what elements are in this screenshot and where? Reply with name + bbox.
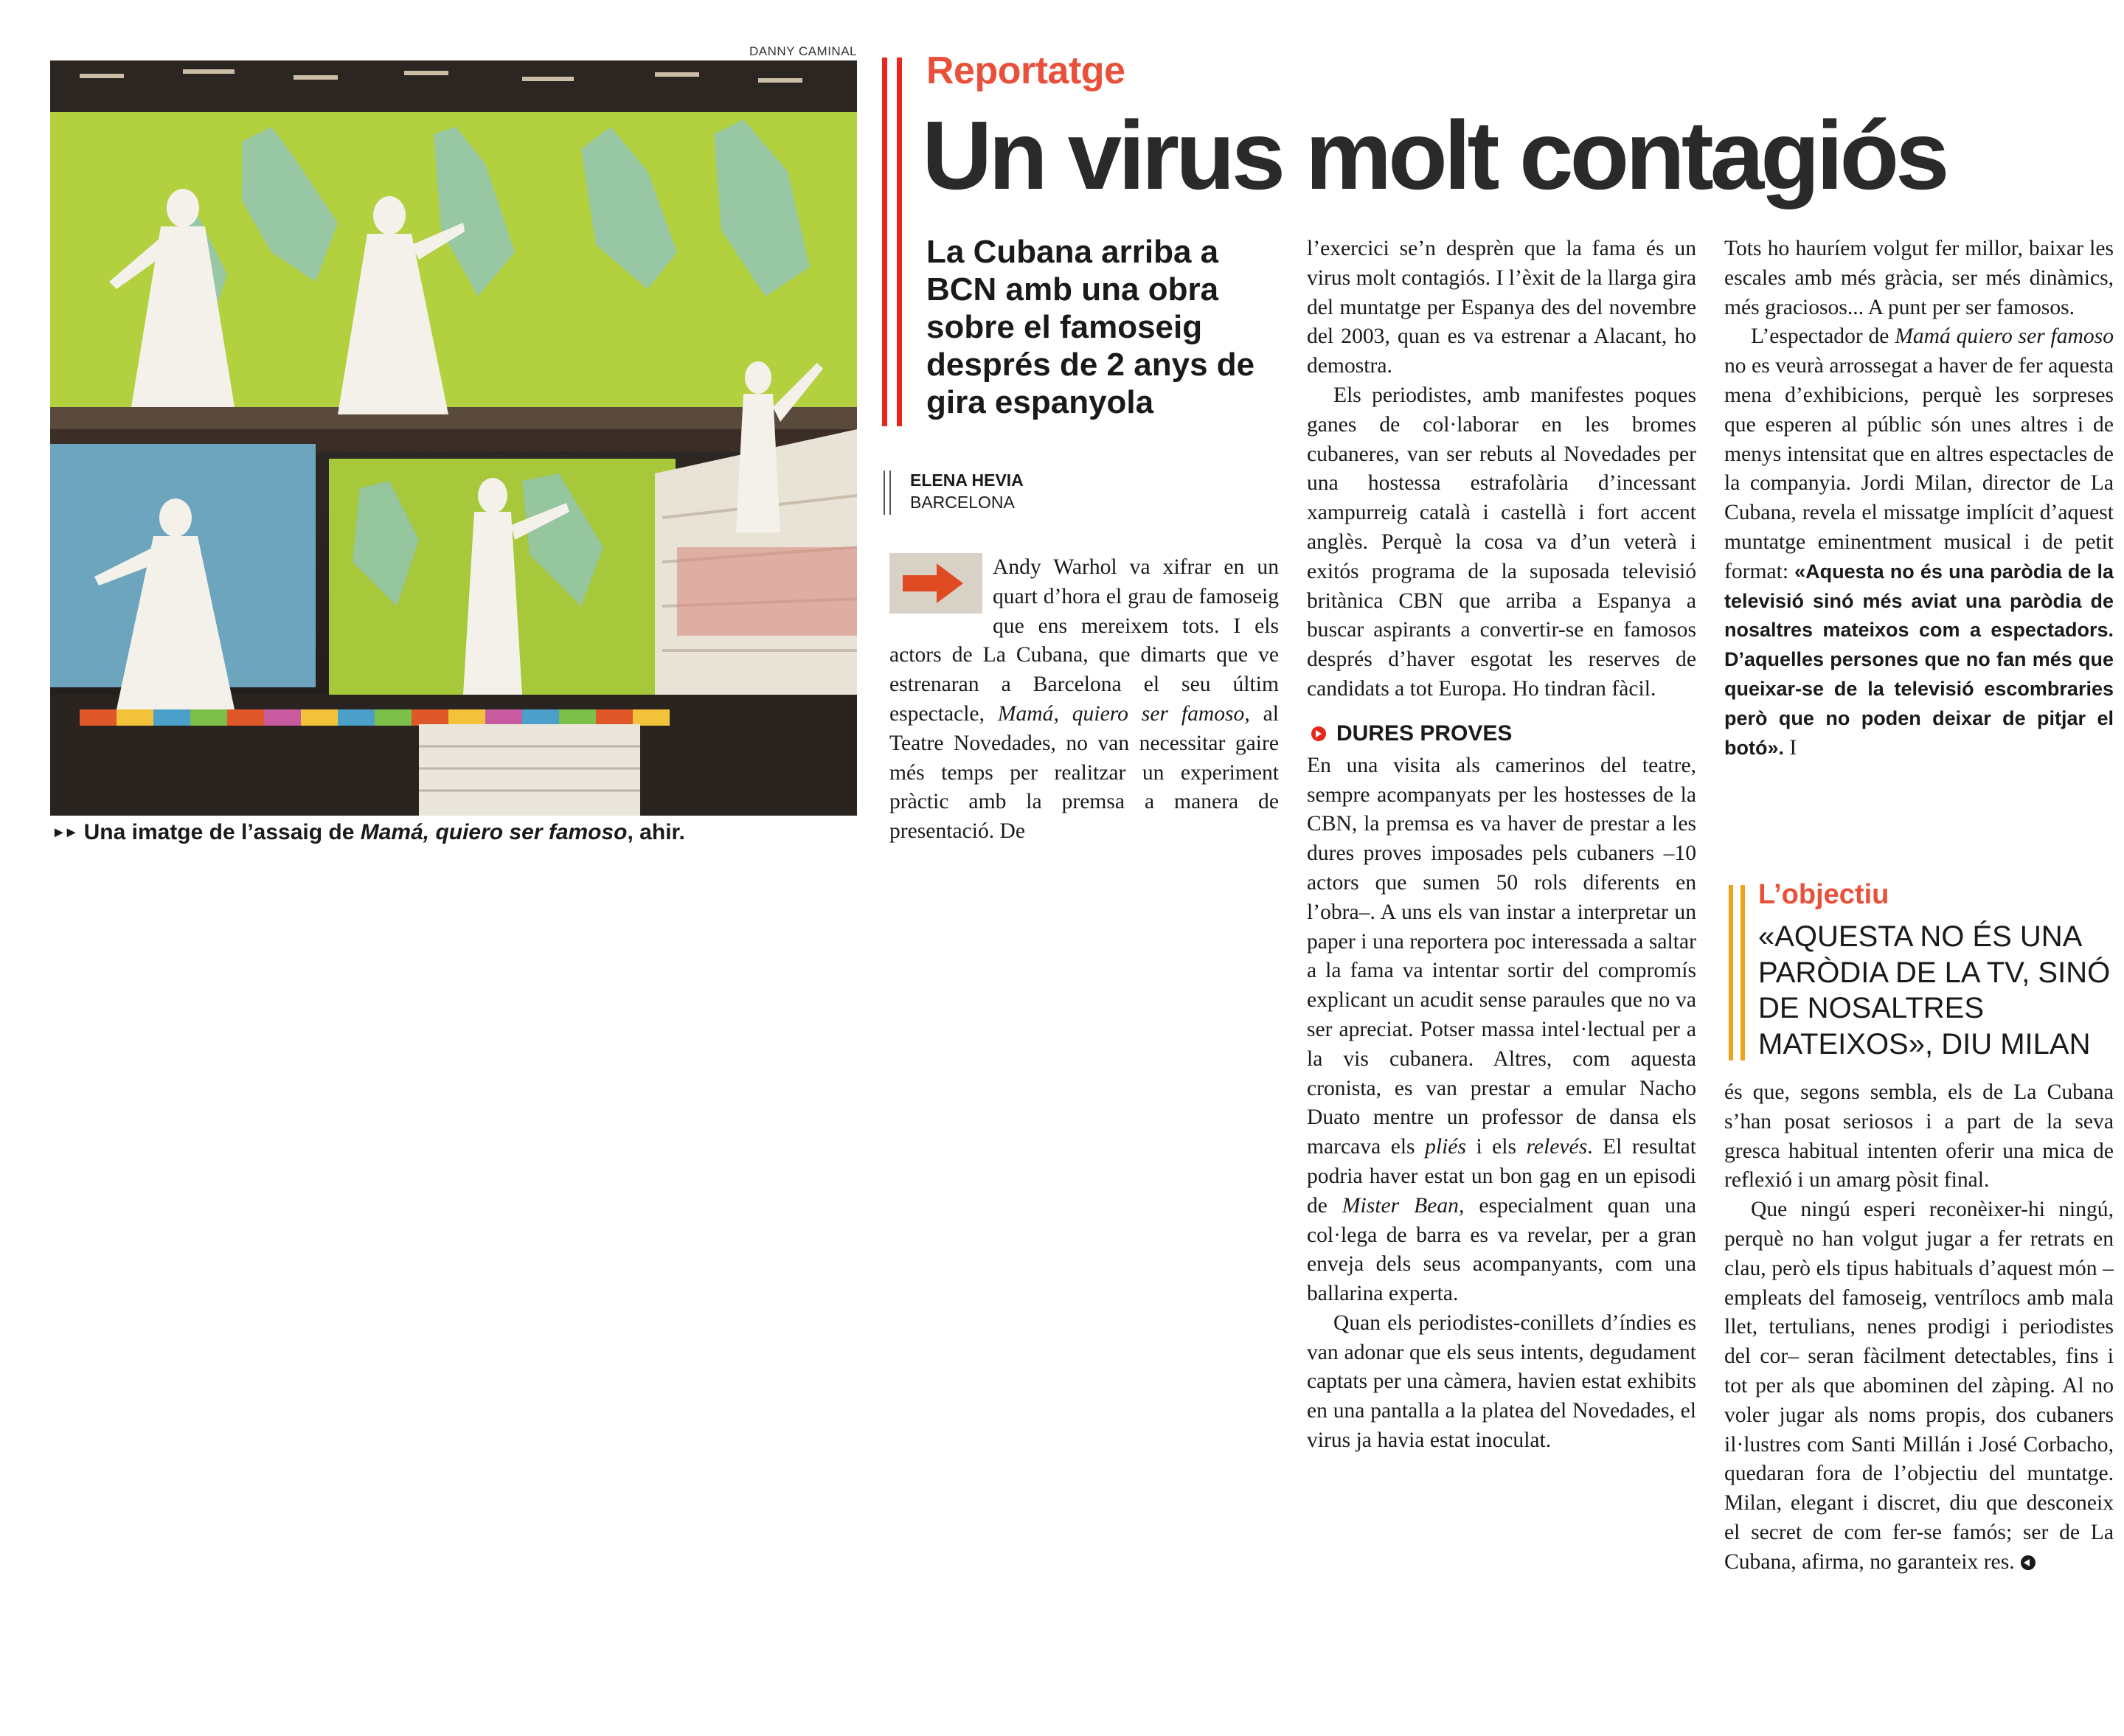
section-bullet-icon bbox=[1311, 726, 1326, 741]
paragraph: Tots ho hauríem volgut fer millor, baixar les escales amb més gràcia, ser més dinàmics, més graciosos... A punt per ser famosos. bbox=[1724, 237, 2114, 319]
pull-quote-bars bbox=[1729, 885, 1751, 1060]
headline: Un virus molt contagiós bbox=[922, 101, 1946, 209]
caption-arrows-icon: ►► bbox=[52, 824, 77, 841]
author-location: BARCELONA bbox=[910, 493, 1015, 512]
paragraph: Quan els periodistes-conillets d’índies es van adonar que els seus intents, degudament captats per una càmera, havien estat exhibits en una pantalla a la platea del Novedades, el virus ja havia estat inoculat. bbox=[1307, 1310, 1696, 1453]
section-heading: DURES PROVES bbox=[1307, 719, 1696, 749]
header-accent-bars bbox=[882, 58, 906, 426]
paragraph: En una visita als camerinos del teatre, sempre acompanyats per les hostesses de la CBN, la premsa es va haver de prestar a les dures proves imposades pels cubaners –10 actors que sumen 50 rols diferents en l’obra–. A uns els van instar a interpretar un paper i una reportera poc interessada a saltar a la fama va intentar sortir del compromís explicant un acudit sense paraules que no va ser apreciat. Potser massa intel·lectual per a la vis cubanera. Altres, com aquesta cronista, es van prestar a emular Nacho Duato mentre un professor de dansa els marcava els pliés i els relevés. El resultat podria haver estat un bon gag en un episodi de Mister Bean, especialment quan una col·lega de barra es va revelar, per a gran enveja dels seus acompanyants, com una ballarina experta. bbox=[1307, 753, 1696, 1306]
photo-credit: DANNY CAMINAL bbox=[749, 44, 857, 58]
paragraph: Els periodistes, amb manifestes poques ganes de col·laborar en les bromes cubaneres, van ser rebuts al Novedades per una hostessa estrafolària d’incessant xampurreig català i castellà i fort accent anglès. Perquè la cosa va d’un veterà i exitós programa de la suposada televisió britànica CBN que arriba a Espanya a buscar aspirants a convertir-se en famosos després d’haver esgotat les reserves de candidats a tot Europa. Ho tindran fàcil. bbox=[1307, 383, 1696, 701]
subheadline: La Cubana arriba a BCN amb una obra sobre el famoseig després de 2 anys de gira espanyola bbox=[926, 234, 1255, 420]
byline bbox=[910, 469, 1024, 513]
column-2 bbox=[1307, 235, 1696, 1456]
author-name: ELENA HEVIA bbox=[910, 471, 1024, 490]
column-3 bbox=[1724, 235, 2114, 763]
column-3-continued bbox=[1724, 1078, 2114, 1577]
photo-caption: ►► Una imatge de l’assaig de Mamá, quiero ser famoso, ahir. bbox=[52, 820, 685, 844]
pull-quote bbox=[1729, 879, 2120, 1060]
paragraph: Andy Warhol va xifrar en un quart d’hora el grau de famoseig que ens mereixem tots. I els actors de La Cubana, que dimarts que ve estrenaran a Barcelona el seu últim espectacle, Mamá, quiero ser famoso, al Teatre Novedades, no van necessitar gaire més temps per realitzar un experiment pràctic amb la premsa a manera de presentació. De bbox=[889, 555, 1279, 844]
drop-arrow-icon bbox=[889, 553, 982, 614]
article-photo bbox=[50, 60, 857, 816]
paragraph: és que, segons sembla, els de La Cubana s’han posat seriosos i a part de la seva gresca habitual intenten oferir una mica de reflexió i un amarg pòsit final. bbox=[1724, 1080, 2114, 1192]
pull-quote-title: L’objectiu bbox=[1758, 879, 1889, 910]
end-mark-icon bbox=[2021, 1555, 2036, 1570]
section-kicker: Reportatge bbox=[926, 49, 1125, 92]
byline-bars bbox=[884, 471, 898, 515]
pull-quote-text: «AQUESTA NO ÉS UNA PARÒDIA DE LA TV, SINÓ DE NOSALTRES MATEIXOS», DIU MILAN bbox=[1758, 920, 2111, 1060]
paragraph: L’espectador de Mamá quiero ser famoso no es veurà arrossegat a haver de fer aquesta mena d’exhibicions, perquè les sorpreses que esperen al públic són unes altres i de menys intensitat que en altres espectacles de la companyia. Jordi Milan, director de La Cubana, revela el missatge implícit d’aquest muntatge eminentment musical i de petit format: «Aquesta no és una paròdia de la televisió sinó més aviat una paròdia de nosaltres mateixos com a espectadors. D’aquelles persones que no fan més que queixar-se de la televisió escombraries però que no poden deixar de pitjar el botó». I bbox=[1724, 324, 2114, 760]
paragraph: l’exercici se’n desprèn que la fama és un virus molt contagiós. I l’èxit de la llarga gira del muntatge per Espanya des del novembre del 2003, quan es va estrenar a Alacant, ho demostra. bbox=[1307, 237, 1696, 378]
column-1 bbox=[889, 553, 1279, 847]
paragraph: Que ningú esperi reconèixer-hi ningú, perquè no han volgut jugar a fer retrats en clau, però els tipus habituals d’aquest món –empleats del famoseig, ventrílocs amb mala llet, tertulians, nenes prodigi i periodistes del cor– seran fàcilment detectables, fins i tot per als que abominen del zàping. Al no voler jugar als noms propis, dos cubaners il·lustres com Santi Millán i José Corbacho, quedaran fora de l’objectiu del muntatge. Milan, elegant i discret, diu que desconeix el secret de com fer-se famós; ser de La Cubana, afirma, no garanteix res. bbox=[1724, 1198, 2114, 1574]
